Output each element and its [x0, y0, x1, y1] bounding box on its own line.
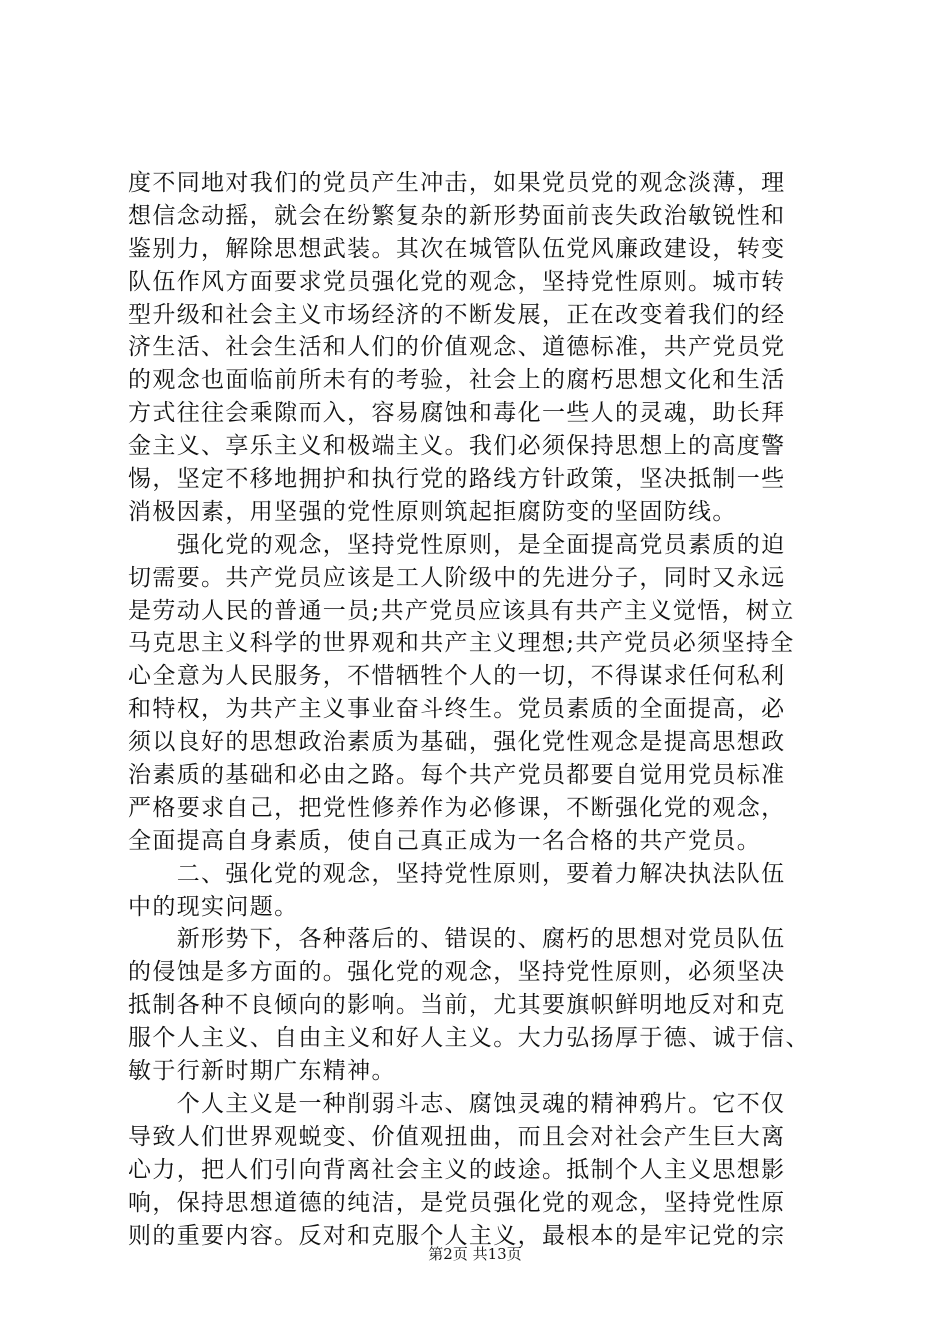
text-line: 的观念也面临前所未有的考验，社会上的腐朽思想文化和生活 — [128, 367, 786, 394]
text-line: 全面提高自身素质，使自己真正成为一名合格的共产党员。 — [128, 827, 762, 854]
text-line: 和特权，为共产主义事业奋斗终生。党员素质的全面提高，必 — [128, 696, 786, 723]
text-line: 度不同地对我们的党员产生冲击，如果党员党的观念淡薄，理 — [128, 170, 786, 196]
text-line: 鉴别力，解除思想武装。其次在城管队伍党风廉政建设，转变 — [128, 235, 786, 262]
text-line: 响，保持思想道德的纯洁，是党员强化党的观念，坚持党性原 — [128, 1189, 786, 1216]
text-line: 队伍作风方面要求党员强化党的观念，坚持党性原则。城市转 — [128, 268, 786, 295]
text-line: 治素质的基础和必由之路。每个共产党员都要自觉用党员标准 — [128, 762, 786, 789]
text-line: 型升级和社会主义市场经济的不断发展，正在改变着我们的经 — [128, 301, 786, 328]
text-line: 导致人们世界观蜕变、价值观扭曲，而且会对社会产生巨大离 — [128, 1123, 786, 1150]
text-line: 是劳动人民的普通一员;共产党员应该具有共产主义觉悟，树立 — [128, 597, 795, 624]
text-line: 新形势下，各种落后的、错误的、腐朽的思想对党员队伍 — [128, 926, 786, 953]
text-line: 须以良好的思想政治素质为基础，强化党性观念是提高思想政 — [128, 729, 786, 756]
text-line: 切需要。共产党员应该是工人阶级中的先进分子，同时又永远 — [128, 564, 786, 591]
text-line: 则的重要内容。反对和克服个人主义，最根本的是牢记党的宗 — [128, 1222, 786, 1249]
text-line: 服个人主义、自由主义和好人主义。大力弘扬厚于德、诚于信、 — [128, 1025, 810, 1052]
text-line: 个人主义是一种削弱斗志、腐蚀灵魂的精神鸦片。它不仅 — [128, 1090, 786, 1117]
text-line: 方式往往会乘隙而入，容易腐蚀和毒化一些人的灵魂，助长拜 — [128, 400, 786, 427]
text-line: 敏于行新时期广东精神。 — [128, 1058, 396, 1085]
text-line: 金主义、享乐主义和极端主义。我们必须保持思想上的高度警 — [128, 433, 786, 460]
text-line: 消极因素，用坚强的党性原则筑起拒腐防变的坚固防线。 — [128, 498, 737, 525]
text-line: 马克思主义科学的世界观和共产主义理想;共产党员必须坚持全 — [128, 630, 795, 657]
text-line: 心力，把人们引向背离社会主义的歧途。抵制个人主义思想影 — [128, 1156, 786, 1183]
body-text — [128, 167, 828, 1252]
text-line: 强化党的观念，坚持党性原则，是全面提高党员素质的迫 — [128, 531, 786, 558]
page-footer: 第2页 共13页 — [428, 1245, 522, 1263]
text-line: 严格要求自己，把党性修养作为必修课，不断强化党的观念， — [128, 794, 786, 821]
text-line: 惕，坚定不移地拥护和执行党的路线方针政策，坚决抵制一些 — [128, 466, 786, 493]
text-line: 中的现实问题。 — [128, 893, 299, 920]
text-line: 济生活、社会生活和人们的价值观念、道德标准，共产党员党 — [128, 334, 786, 361]
text-line: 想信念动摇，就会在纷繁复杂的新形势面前丧失政治敏锐性和 — [128, 202, 786, 229]
text-line: 的侵蚀是多方面的。强化党的观念，坚持党性原则，必须坚决 — [128, 959, 786, 986]
text-line: 心全意为人民服务，不惜牺牲个人的一切，不得谋求任何私利 — [128, 663, 786, 690]
text-line: 二、强化党的观念，坚持党性原则，要着力解决执法队伍 — [128, 860, 786, 887]
text-line: 抵制各种不良倾向的影响。当前，尤其要旗帜鲜明地反对和克 — [128, 992, 786, 1019]
